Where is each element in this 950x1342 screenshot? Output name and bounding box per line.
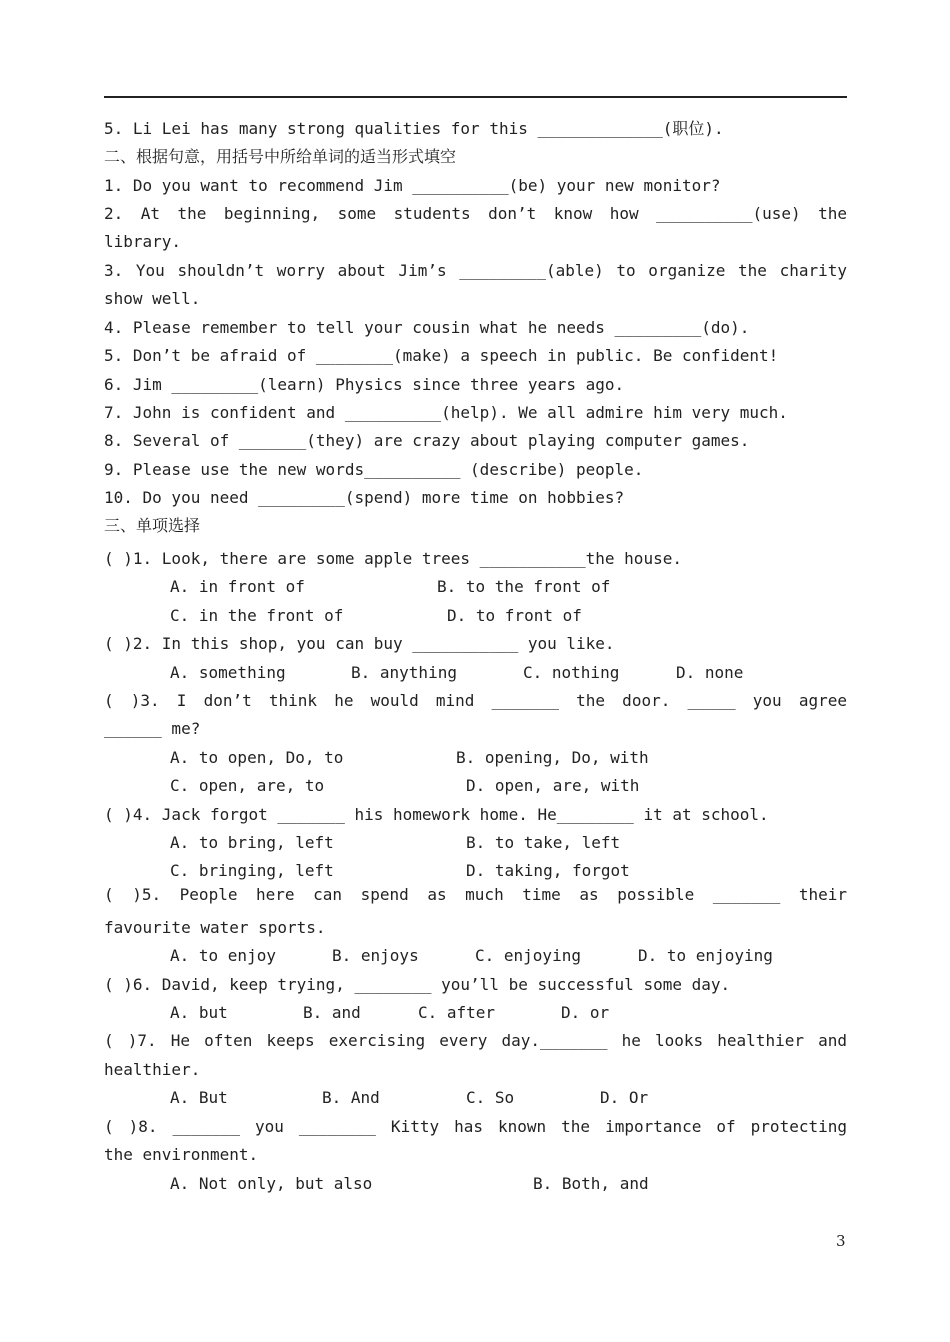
mc-6-option-a: A. but: [170, 1003, 228, 1022]
mc-question-6: ( )6. David, keep trying, ________ you’ll be successful some day.: [104, 975, 731, 994]
fill-item-7: 7. John is confident and __________(help). We all admire him very much.: [104, 403, 788, 422]
mc-7-option-a: A. But: [170, 1088, 228, 1107]
fill-item-1: 1. Do you want to recommend Jim __________(be) your new monitor?: [104, 176, 721, 195]
mc-3-option-a: A. to open, Do, to: [170, 748, 344, 767]
mc-5-option-c: C. enjoying: [475, 946, 581, 965]
mc-question-5: ( )5. People here can spend as much time as possible _______ their: [104, 885, 847, 904]
mc-question-8-cont: the environment.: [104, 1145, 259, 1164]
section2-heading: 二、根据句意，用括号中所给单词的适当形式填空: [104, 147, 457, 166]
mc-5-option-d: D. to enjoying: [638, 946, 773, 965]
fill-item-3: 3. You shouldn’t worry about Jim’s _________(able) to organize the charity: [104, 261, 847, 280]
mc-question-2: ( )2. In this shop, you can buy ___________ you like.: [104, 634, 615, 653]
mc-2-option-c: C. nothing: [523, 663, 620, 682]
mc-question-7: ( )7. He often keeps exercising every day._______ he looks healthier and: [104, 1031, 847, 1050]
fill-item-4: 4. Please remember to tell your cousin what he needs _________(do).: [104, 318, 750, 337]
mc-3-option-c: C. open, are, to: [170, 776, 325, 795]
mc-8-option-a: A. Not only, but also: [170, 1174, 373, 1193]
mc-6-option-c: C. after: [418, 1003, 496, 1022]
fill-item-9: 9. Please use the new words__________ (describe) people.: [104, 460, 644, 479]
mc-question-5-cont: favourite water sports.: [104, 918, 326, 937]
mc-5-option-a: A. to enjoy: [170, 946, 276, 965]
fill-item-8: 8. Several of _______(they) are crazy about playing computer games.: [104, 431, 750, 450]
mc-7-option-c: C. So: [466, 1088, 515, 1107]
mc-7-option-d: D. Or: [600, 1088, 649, 1107]
mc-question-8: ( )8. _______ you ________ Kitty has known the importance of protecting: [104, 1117, 847, 1136]
header-rule: [104, 96, 847, 98]
mc-1-option-b: B. to the front of: [437, 577, 611, 596]
fill-item-3-cont: show well.: [104, 289, 201, 308]
mc-2-option-b: B. anything: [351, 663, 457, 682]
mc-4-option-b: B. to take, left: [466, 833, 621, 852]
mc-6-option-d: D. or: [561, 1003, 610, 1022]
mc-3-option-d: D. open, are, with: [466, 776, 640, 795]
mc-question-3-cont: ______ me?: [104, 719, 201, 738]
mc-question-1: ( )1. Look, there are some apple trees ___________the house.: [104, 549, 682, 568]
fill-item-2-cont: library.: [104, 232, 182, 251]
page-number: 3: [836, 1232, 846, 1250]
mc-question-7-cont: healthier.: [104, 1060, 201, 1079]
mc-5-option-b: B. enjoys: [332, 946, 419, 965]
mc-3-option-b: B. opening, Do, with: [456, 748, 649, 767]
part1-item-5: 5. Li Lei has many strong qualities for this _____________(职位).: [104, 119, 724, 138]
mc-6-option-b: B. and: [303, 1003, 361, 1022]
fill-item-2: 2. At the beginning, some students don’t know how __________(use) the: [104, 204, 847, 223]
fill-item-6: 6. Jim _________(learn) Physics since three years ago.: [104, 375, 625, 394]
mc-4-option-a: A. to bring, left: [170, 833, 334, 852]
mc-1-option-a: A. in front of: [170, 577, 305, 596]
mc-4-option-c: C. bringing, left: [170, 861, 334, 880]
section3-heading: 三、单项选择: [104, 516, 201, 535]
mc-4-option-d: D. taking, forgot: [466, 861, 630, 880]
fill-item-10: 10. Do you need _________(spend) more time on hobbies?: [104, 488, 625, 507]
mc-1-option-c: C. in the front of: [170, 606, 344, 625]
mc-1-option-d: D. to front of: [447, 606, 582, 625]
mc-question-4: ( )4. Jack forgot _______ his homework home. He________ it at school.: [104, 805, 769, 824]
mc-8-option-b: B. Both, and: [533, 1174, 649, 1193]
mc-question-3: ( )3. I don’t think he would mind _______ the door. _____ you agree: [104, 691, 847, 710]
fill-item-5: 5. Don’t be afraid of ________(make) a speech in public. Be confident!: [104, 346, 779, 365]
mc-7-option-b: B. And: [322, 1088, 380, 1107]
mc-2-option-a: A. something: [170, 663, 286, 682]
mc-2-option-d: D. none: [676, 663, 744, 682]
